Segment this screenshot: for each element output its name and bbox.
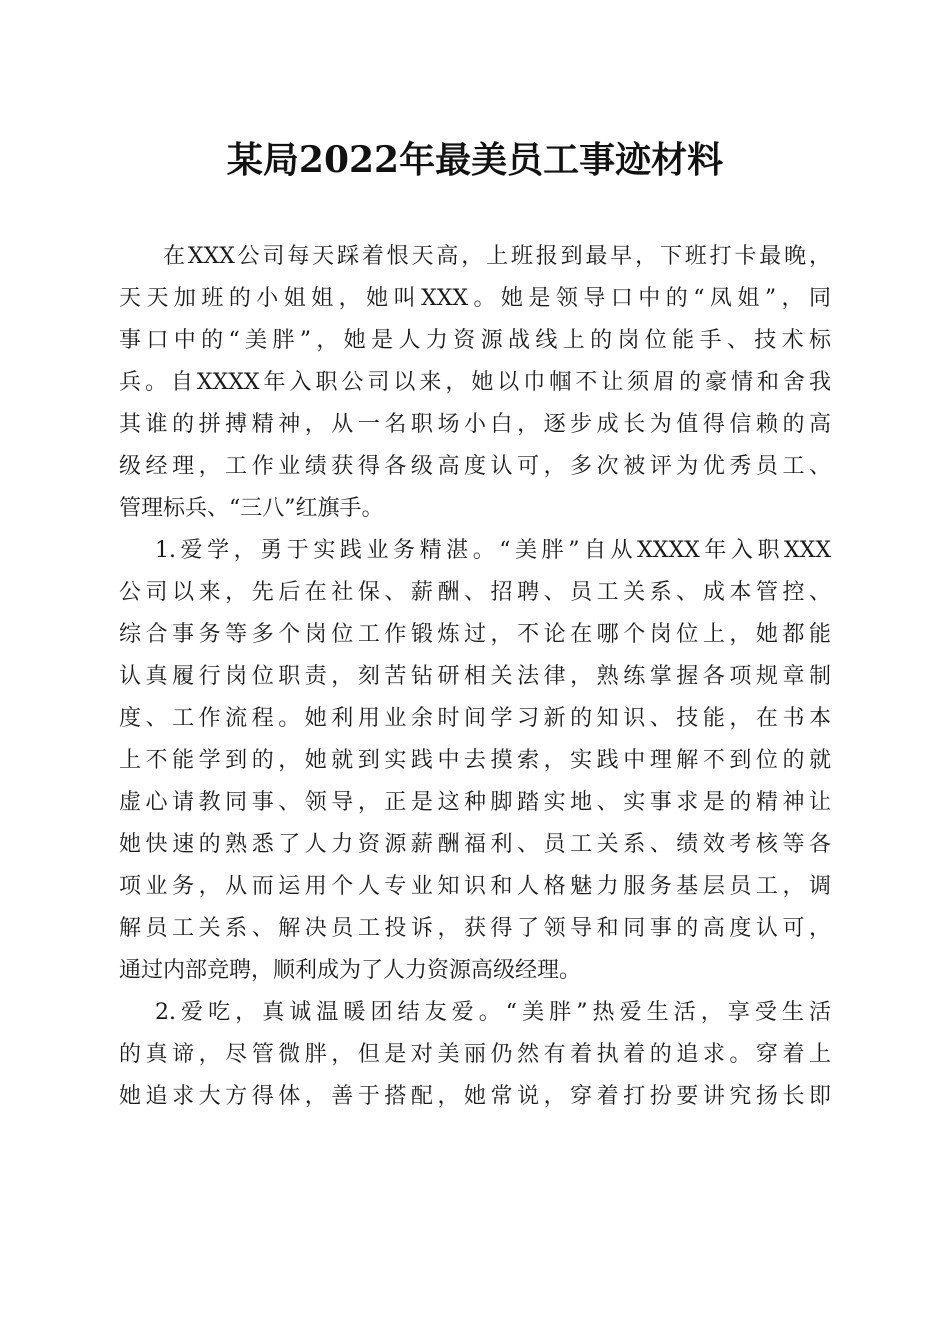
document-body [119, 236, 831, 1118]
paragraph-section-2 [119, 992, 831, 1118]
document-title: 某局2022年最美员工事迹材料 [226, 139, 724, 181]
paragraph-line: 她快速的熟悉了人力资源薪酬福利、员工关系、绩效考核等各 [119, 832, 831, 857]
paragraph-line: 的真谛，尽管微胖，但是对美丽仍然有着执着的追求。穿着上 [119, 1042, 831, 1067]
paragraph-line: 通过内部竞聘，顺利成为了人力资源高级经理。 [119, 958, 582, 983]
paragraph-line: 项业务，从而运用个人专业知识和人格魅力服务基层员工，调 [119, 874, 831, 899]
paragraph-section-1 [119, 530, 831, 992]
paragraph-line: 兵。自XXXX年入职公司以来，她以巾帼不让须眉的豪情和舍我 [119, 370, 831, 395]
paragraph-line: 1.爱学，勇于实践业务精湛。“美胖”自从XXXX年入职XXX [155, 538, 831, 563]
paragraph-line: 天天加班的小姐姐，她叫XXX。她是领导口中的“凤姐”，同 [119, 286, 831, 311]
paragraph-line: 其谁的拼搏精神，从一名职场小白，逐步成长为值得信赖的高 [119, 412, 831, 437]
paragraph-line: 公司以来，先后在社保、薪酬、招聘、员工关系、成本管控、 [119, 580, 831, 605]
paragraph-line: 在XXX公司每天踩着恨天高，上班报到最早，下班打卡最晚， [163, 244, 831, 269]
paragraph-line: 上不能学到的，她就到实践中去摸索，实践中理解不到位的就 [119, 748, 831, 773]
paragraph-line: 解员工关系、解决员工投诉，获得了领导和同事的高度认可， [119, 916, 831, 941]
paragraph-line: 虚心请教同事、领导，正是这种脚踏实地、实事求是的精神让 [119, 790, 831, 815]
paragraph-line: 度、工作流程。她利用业余时间学习新的知识、技能，在书本 [119, 706, 831, 731]
paragraph-line: 事口中的“美胖”，她是人力资源战线上的岗位能手、技术标 [119, 328, 831, 353]
paragraph-line: 级经理，工作业绩获得各级高度认可，多次被评为优秀员工、 [119, 454, 831, 479]
paragraph-line: 综合事务等多个岗位工作锻炼过，不论在哪个岗位上，她都能 [119, 622, 831, 647]
paragraph-line: 认真履行岗位职责，刻苦钻研相关法律，熟练掌握各项规章制 [119, 664, 831, 689]
paragraph-line: 她追求大方得体，善于搭配，她常说，穿着打扮要讲究扬长即 [119, 1084, 831, 1109]
paragraph-line: 2.爱吃，真诚温暖团结友爱。“美胖”热爱生活，享受生活 [155, 1000, 831, 1025]
paragraph-line: 管理标兵、“三八”红旗手。 [119, 496, 384, 521]
paragraph-intro [119, 236, 831, 530]
